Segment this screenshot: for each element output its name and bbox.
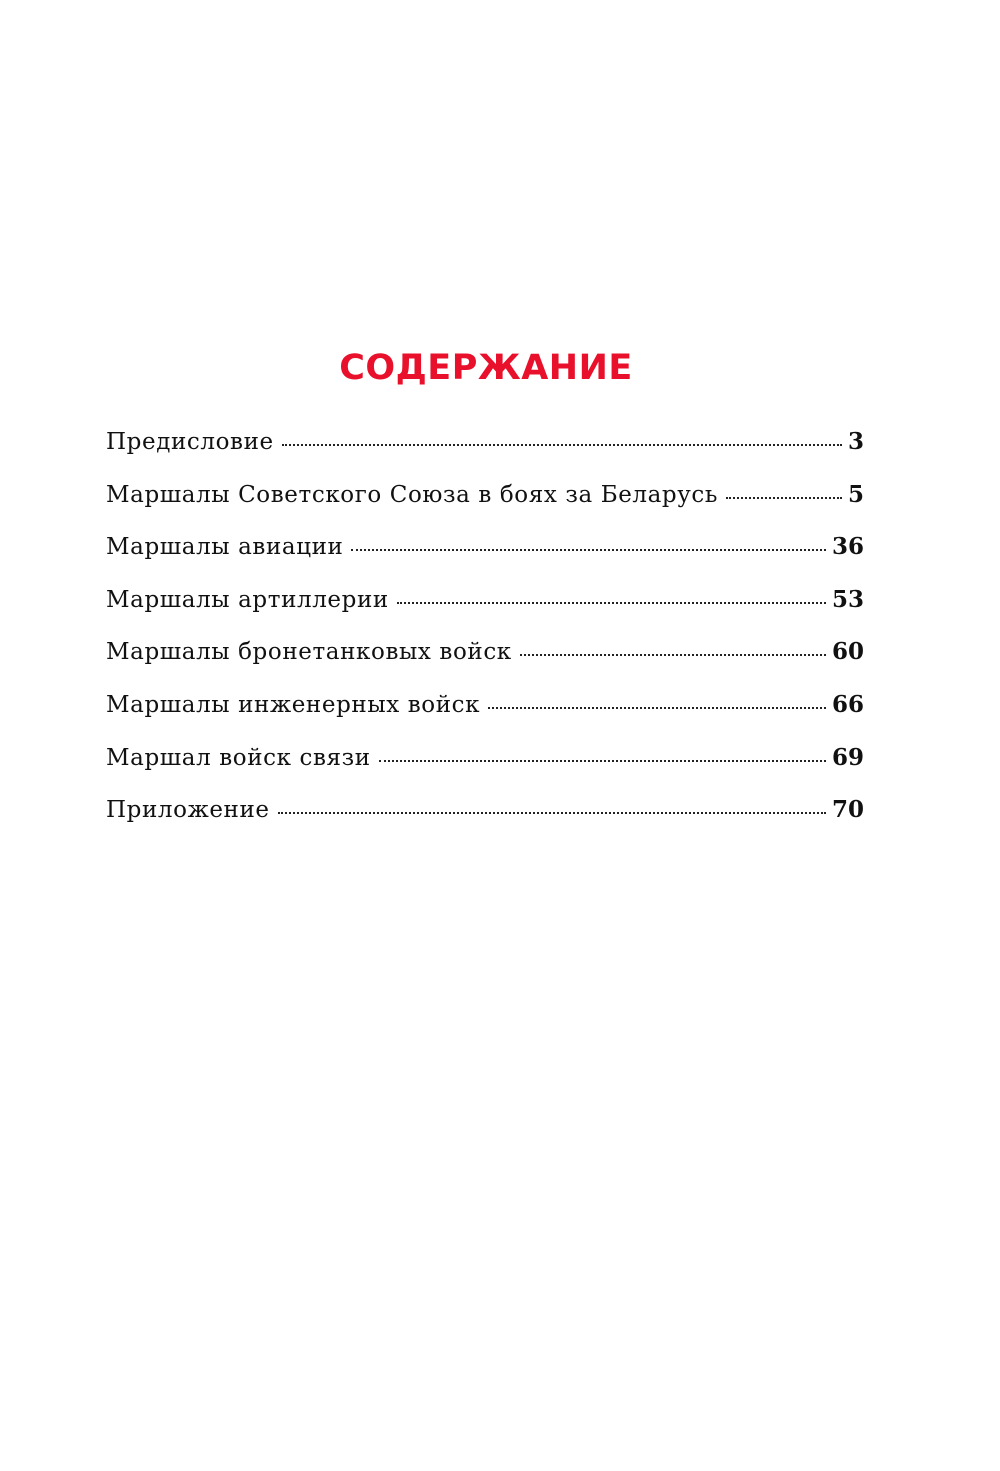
dot-leader <box>282 444 842 446</box>
dot-leader <box>351 549 826 551</box>
toc-page-number: 60 <box>831 638 864 666</box>
toc-entry-title: Маршал войск связи <box>106 744 371 771</box>
toc-entry-title: Маршалы авиации <box>106 534 344 561</box>
dot-leader <box>379 760 826 762</box>
toc-page-number: 5 <box>847 480 864 508</box>
table-of-contents <box>106 420 864 841</box>
toc-entry-appendix[interactable] <box>106 788 864 841</box>
toc-entry-preface[interactable] <box>106 420 864 473</box>
toc-entry-armored-marshals[interactable] <box>106 630 864 683</box>
dot-leader <box>278 812 826 814</box>
toc-entry-title: Маршалы артиллерии <box>106 586 389 613</box>
dot-leader <box>520 654 826 656</box>
toc-entry-title: Предисловие <box>106 429 274 455</box>
toc-entry-title: Маршалы бронетанковых войск <box>106 639 512 666</box>
toc-entry-title: Приложение <box>106 797 270 824</box>
dot-leader <box>397 602 826 604</box>
toc-page-number: 53 <box>831 585 864 613</box>
toc-entry-artillery-marshals[interactable] <box>106 578 864 631</box>
toc-title: СОДЕРЖАНИЕ <box>339 348 633 388</box>
toc-entry-soviet-marshals[interactable] <box>106 473 864 526</box>
toc-entry-aviation-marshals[interactable] <box>106 525 864 578</box>
toc-entry-title: Маршалы инженерных войск <box>106 691 481 718</box>
toc-entry-engineer-marshals[interactable] <box>106 683 864 736</box>
toc-entry-title: Маршалы Советского Союза в боях за Беларусь <box>106 481 718 508</box>
dot-leader <box>488 707 826 709</box>
toc-entry-signal-marshal[interactable] <box>106 736 864 789</box>
toc-page-number: 70 <box>831 796 864 824</box>
toc-page-number: 36 <box>831 533 864 561</box>
toc-page-number: 69 <box>831 743 864 771</box>
dot-leader <box>726 497 842 499</box>
toc-page-number: 3 <box>847 428 864 455</box>
toc-page-number: 66 <box>831 690 864 718</box>
